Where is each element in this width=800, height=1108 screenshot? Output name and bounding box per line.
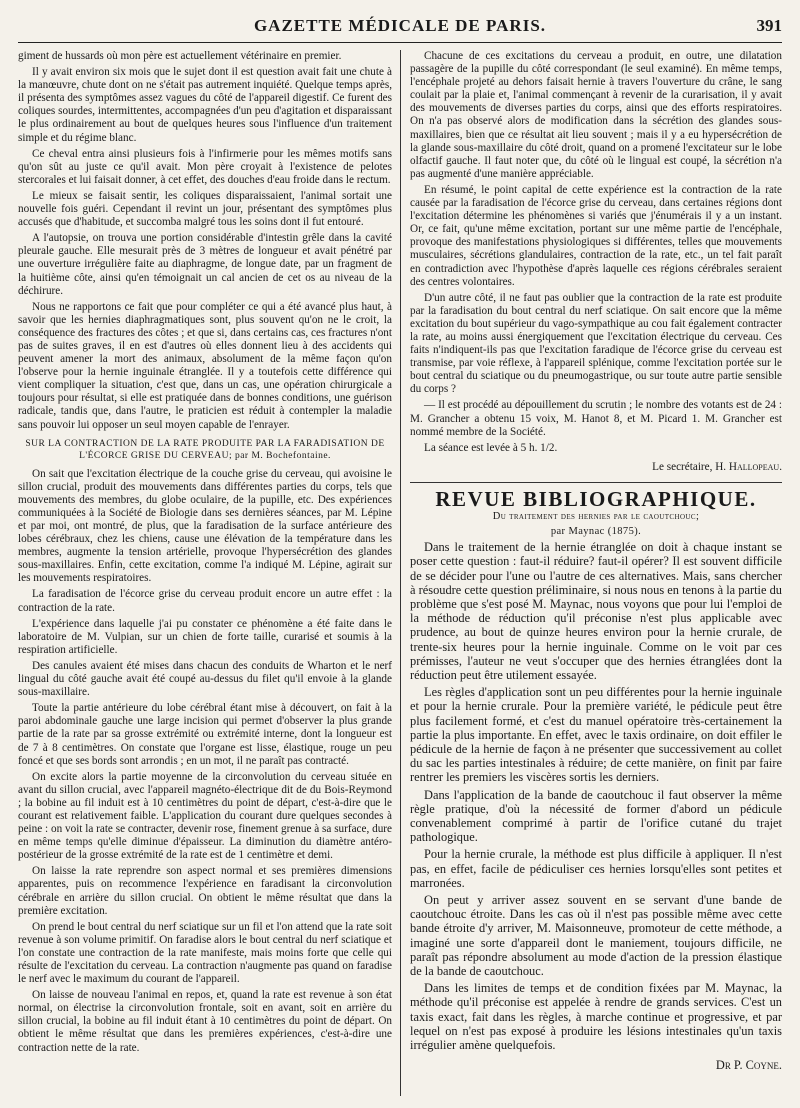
page-header — [18, 12, 782, 43]
review-author: Dr P. Coyne. — [715, 1058, 782, 1073]
paragraph: Dans l'application de la bande de caoutchouc il faut observer la même règle pratique, d'où la nécessité de former d'abord un pédicule convenablement comprimé à partir de l'orifice cutané du trajet pathologique. — [410, 787, 782, 845]
paragraph: Nous ne rapportons ce fait que pour compléter ce qui a été avancé plus haut, à savoir que les hernies diaphragmatiques sont, plus souvent qu'on ne le croit, la conséquence des fractures des côtes ; et que si, dans certains cas, ces fractures n'ont pas de suites graves, il en est d'autres où elles donnent lieu à des accidents qui peuvent amener la mort des animaux, absolument de la même façon qu'on l'observe pour la hernie inguinale étranglée. Il y a toutefois cette différence qui vient compliquer la situation, c'est que, dans un cas, une opération chirurgicale a toujours pour résultat, si elle est pratiquée dans de bonnes conditions, une guérison radicale, tandis que, dans l'autre, le praticien est réduit à contempler la maladie sans pouvoir lui opposer un seul moyen capable de l'enrayer. — [18, 300, 392, 431]
right-column — [410, 50, 782, 1096]
paragraph: On excite alors la partie moyenne de la circonvolution du cerveau située en avant du sillon crucial, avec l'appareil magnéto-électrique dit de du Bois-Reymond ; la bobine au fil induit est à 10 centimètres du point de départ, c'est-à-dire que le courant est relativement faible. L'application du courant dure quelques secondes à peine : on voit la rate se contracter, devenir rose, finement grenue à sa surface, dure en même temps qu'elle diminue d'épaisseur. La diminution du diamètre antéro-postérieur de la grosse extrémité de la rate est de 1 centimètre et demi. — [18, 770, 392, 862]
review-body — [410, 540, 782, 1072]
paragraph: A l'autopsie, on trouva une portion considérable d'intestin grêle dans la cavité pleurale gauche. Elle mesurait près de 3 mètres de longueur et avait pénétré par une ouverture irrégulière faite au diaphragme, de longue date, par un fragment de la huitième côte, ainsi qu'en témoignait un cal ancien de cet os au niveau de la déchirure. — [18, 232, 392, 297]
paragraph: La faradisation de l'écorce grise du cerveau produit encore un autre effet : la contraction de la rate. — [18, 588, 392, 614]
paragraph: — Il est procédé au dépouillement du scrutin ; le nombre des votants est de 24 : M. Grancher a obtenu 15 voix, M. Hanot 8, et M. Picard 1. M. Grancher est nommé membre de la Société. — [410, 399, 782, 438]
paragraph: Dans les limites de temps et de condition fixées par M. Maynac, la méthode qu'il préconise est appelée à rendre de grands services. C'est un taxis exact, fait dans les règles, à marche continue et progressive, et par lequel on n'est pas exposé à produire les lésions intestinales qu'un taxis irrégulier amène quelquefois. — [410, 981, 782, 1053]
column-divider — [400, 50, 401, 1096]
paragraph: En résumé, le point capital de cette expérience est la contraction de la rate causée par la faradisation de l'écorce grise du cerveau, dans certaines régions dont l'excitation détermine les phénomènes si variés que j'énumérais il y a un instant. Or, ce fait, qu'une même excitation, portant sur une même partie de l'encéphale, provoque des manifestations physiologiques si différentes, telles que mouvements musculaires, sécrétions glandulaires, contraction de la rate, etc., un tel fait paraît en contradiction avec l'hypothèse d'après laquelle ces régions cérébrales seraient des centres volontaires. — [410, 183, 782, 288]
paragraph: On laisse la rate reprendre son aspect normal et ses premières dimensions apparentes, puis on recommence l'expérience en faradisant la circonvolution cérébrale en arrière du sillon crucial. On obtient le même résultat que dans la première excitation. — [18, 865, 392, 917]
paragraph: Les règles d'application sont un peu différentes pour la hernie inguinale et pour la hernie crurale. Pour la première variété, le pédicule peut être plus facilement formé, et c'est du manuel opératoire très-certainement la partie la plus importante. En effet, avec le taxis ordinaire, on doit effiler le pédicule de la hernie de façon à ne présenter que successivement au collet du sac les parties intestinales à réduire; de cette manière, on finit par faire rentrer les premiers les viscères sortis les derniers. — [410, 685, 782, 785]
review-byline: par Maynac (1875). — [550, 526, 642, 538]
paragraph: Pour la hernie crurale, la méthode est plus difficile à appliquer. Il n'est pas, en effet, facile de pédiculiser ces hernies lorsqu'elles sont petites et marronées. — [410, 847, 782, 890]
paragraph: D'un autre côté, il ne faut pas oublier que la contraction de la rate est produite par la faradisation du bout central du nerf sciatique. On sait encore que la même excitation du bout supérieur du vago-sympathique au cou fait également contracter la rate, au moins aussi énergiquement que l'excitation électrique du cerveau. Ces faits n'indiquent-ils pas que l'excitation faradique de l'écorce grise du cerveau est transmise, par voie réflexe, à l'appareil splénique, comme l'excitation portée sur le bout central du sciatique ou du pneumogastrique, ou sur toute autre partie sensible du corps ? — [410, 291, 782, 396]
section-heading: SUR LA CONTRACTION DE LA RATE PRODUITE PAR LA FARADISATION DE L'ÉCORCE GRISE DU CERVEAU; par M. Bochefontaine. — [25, 438, 385, 461]
paragraph: On sait que l'excitation électrique de la couche grise du cerveau, qui avoisine le sillon crucial, produit des mouvements dans différentes parties du corps, tels que mouvements des membres, du globe oculaire, de la pupille, etc. Des expériences communiquées à la Société de Biologie dans ses dernières séances, par M. Lépine et par moi, ont montré, de plus, que la faradisation de la surface antérieure des lobes cérébraux, chez les chiens, cause une élévation de la température dans les membres, augmente la tension artérielle, provoque l'hypersécrétion des glandes sous-maxillaires. Enfin, cette excitation, comme l'a indiqué M. Lépine, agirait sur les mouvements respiratoires. — [18, 467, 392, 585]
paragraph: Des canules avaient été mises dans chacun des conduits de Wharton et le nerf lingual du côté gauche avait été coupé au-dessus du filet qu'il envoie à la glande sous-maxillaire. — [18, 659, 392, 699]
paragraph: La séance est levée à 5 h. 1/2. — [424, 441, 558, 454]
signature-label: Le secrétaire, H. — [652, 460, 729, 473]
secretary-signature — [410, 461, 782, 474]
paragraph: L'expérience dans laquelle j'ai pu constater ce phénomène a été faite dans le laboratoire de M. Vulpian, sur un chien de forte taille, curarisé et soumis à la respiration artificielle. — [18, 617, 392, 656]
paragraph: Le mieux se faisait sentir, les coliques disparaissaient, l'animal sortait une nouvelle fois guéri. Cependant il revint un jour, présentant des symptômes plus accusés que d'habitude, et succomba malgré tous les soins dont il fut entouré. — [18, 189, 392, 229]
paragraph: On laisse de nouveau l'animal en repos, et, quand la rate est revenue à son état normal, on électrise la circonvolution frontale, soit en avant, soit en arrière du sillon crucial, la bobine au fil induit étant à 10 centimètres du point de départ. On obtient le même résultat que dans les premières expériences, c'est-à-dire une contraction nette de la rate. — [18, 989, 392, 1054]
paragraph: Chacune de ces excitations du cerveau a produit, en outre, une dilatation passagère de la pupille du côté correspondant (le seul examiné). En même temps, l'encéphale projeté au dehors faisait hernie à travers l'ouverture du crâne, le sang coulait par la plaie et, l'animal commençant à revenir de la curarisation, il y avait des mouvements de diverses parties du corps, ainsi que des efforts respiratoires. On n'a pas observé alors de modification dans la sécrétion des glandes sous-maxillaires, bien que ce résultat ait lieu souvent ; mais il y a eu hypersécrétion de la glande sous-maxillaire du côté droit, quand on a promené l'excitateur sur le lobe olfactif gauche. Il faut noter que, du côté où le lingual est coupé, la sécrétion n'a pas augmenté d'une manière appréciable. — [410, 50, 782, 180]
left-column — [18, 50, 392, 1096]
paragraph: Ce cheval entra ainsi plusieurs fois à l'infirmerie pour les mêmes motifs sans qu'on sût au juste ce qu'il avait. Mon père croyait à l'existence de pelotes stercorales et lui faisait donner, à cet effet, des douches d'eau froide dans le rectum. — [18, 147, 392, 186]
signature-name: Hallopeau. — [728, 460, 782, 473]
paragraph: Toute la partie antérieure du lobe cérébral étant mise à découvert, on fait à la paroi abdominale gauche une large incision qui permet d'observer la plus grande partie de la rate par sa grosse extrémité ou extrémité interne, dont la longueur est de 7 à 8 centimètres. On constate que l'organe est lisse, élastique, rouge un peu foncé et que ses bords sont arrondis ; en un mot, il ne paraît pas contracté. — [18, 702, 392, 767]
section-rule — [410, 482, 782, 483]
page-number: 391 — [756, 16, 782, 35]
paragraph: giment de hussards où mon père est actuellement vétérinaire en premier. — [18, 50, 342, 62]
journal-title: GAZETTE MÉDICALE DE PARIS. — [253, 16, 547, 35]
paragraph: Il y avait environ six mois que le sujet dont il est question avait fait une chute à la manœuvre, chute dont on ne s'était pas autrement inquiété. Quelque temps après, il présenta des symptômes assez vagues du côté de l'appareil digestif. Ce furent des coliques sourdes, intermittentes, accompagnées d'un peu d'agitation et disparaissant le plus ordinairement au bout de quelques heures sous l'influence d'un traitement simple et du régime blanc. — [18, 66, 392, 144]
paragraph: On peut y arriver assez souvent en se servant d'une bande de caoutchouc étroite. Dans les cas où il n'est pas possible même avec cette bande étroite d'y arriver, M. Maisonneuve, promoteur de cette méthode, a imaginé une sorte d'appareil dont le maniement, toujours difficile, ne paraît pas répondre absolument au mode d'action de la pression élastique de la bande de caoutchouc. — [410, 893, 782, 979]
paragraph: Dans le traitement de la hernie étranglée on doit à chaque instant se poser cette question : faut-il réduire? faut-il opérer? Il est souvent difficile de se décider pour l'une ou l'autre de ces alternatives. Mais, sans chercher à résoudre cette question préliminaire, si nous nous en tenons à la partie du problème que s'est posé M. Maynac, nous voyons que pour lui l'emploi de la méthode de réduction qu'il préconise n'est plus applicable avec prudence, au bout de quinze heures environ pour la hernie crurale, de trente-six heures pour la hernie inguinale. Comme on le voit par ces prémisses, l'auteur ne veut s'occuper que des hernies étranglées dont la réduction peut être utilement essayée. — [410, 540, 782, 683]
review-title: REVUE BIBLIOGRAPHIQUE. — [435, 486, 757, 511]
paragraph: On prend le bout central du nerf sciatique sur un fil et l'on attend que la rate soit revenue à son volume primitif. On faradise alors le bout central du nerf sciatique et l'on constate une contraction de la rate manifeste, mais moins forte que celle qui résulte de l'excitation du cerveau. La contraction n'augmente pas quand on faradise le nerf avec le maximum du courant de l'appareil. — [18, 920, 392, 986]
review-subtitle: Du traitement des hernies par le caoutchouc; — [492, 511, 700, 522]
